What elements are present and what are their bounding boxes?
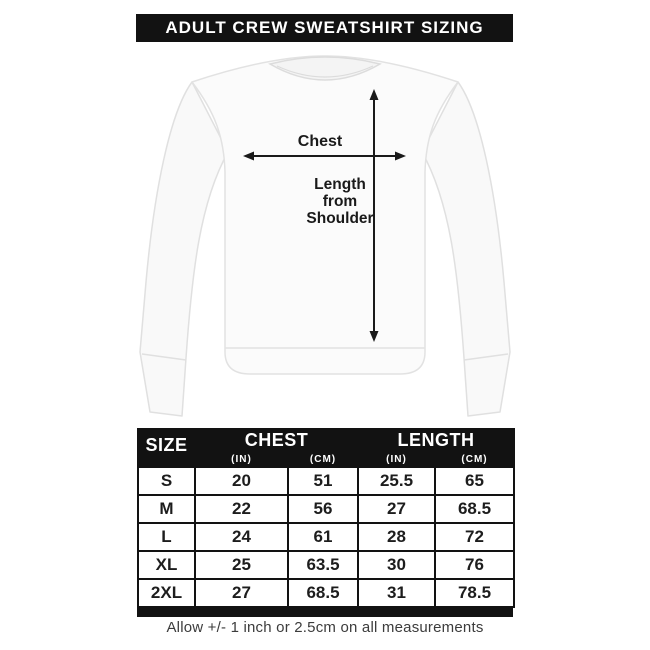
col-header-size: SIZE bbox=[138, 429, 195, 467]
tolerance-note: Allow +/- 1 inch or 2.5cm on all measurements bbox=[166, 619, 484, 636]
table-bottom-bar bbox=[137, 608, 513, 617]
size-table-container bbox=[137, 428, 513, 617]
chest-cm-cell: 56 bbox=[288, 495, 358, 523]
length-cm-cell: 78.5 bbox=[435, 579, 514, 607]
chest-in-cell: 22 bbox=[195, 495, 288, 523]
size-cell: 2XL bbox=[138, 579, 195, 607]
length-in-cell: 28 bbox=[358, 523, 435, 551]
size-table bbox=[137, 428, 515, 608]
size-cell: L bbox=[138, 523, 195, 551]
table-row bbox=[138, 467, 514, 495]
table-row bbox=[138, 579, 514, 607]
size-cell: XL bbox=[138, 551, 195, 579]
chest-in-cell: 20 bbox=[195, 467, 288, 495]
length-in-cell: 27 bbox=[358, 495, 435, 523]
unit-chest-in: (IN) bbox=[195, 452, 288, 467]
size-cell: S bbox=[138, 467, 195, 495]
length-from-shoulder-label: Length from Shoulder bbox=[306, 176, 374, 227]
sweatshirt-illustration bbox=[130, 52, 520, 420]
chest-cm-cell: 51 bbox=[288, 467, 358, 495]
table-header-row bbox=[138, 429, 514, 452]
unit-length-cm: (CM) bbox=[435, 452, 514, 467]
chest-in-cell: 24 bbox=[195, 523, 288, 551]
length-cm-cell: 65 bbox=[435, 467, 514, 495]
unit-chest-cm: (CM) bbox=[288, 452, 358, 467]
length-in-cell: 30 bbox=[358, 551, 435, 579]
length-cm-cell: 76 bbox=[435, 551, 514, 579]
length-in-cell: 25.5 bbox=[358, 467, 435, 495]
col-header-length: LENGTH bbox=[358, 429, 514, 452]
title-bar bbox=[136, 14, 513, 42]
unit-length-in: (IN) bbox=[358, 452, 435, 467]
size-cell: M bbox=[138, 495, 195, 523]
table-units-row bbox=[138, 452, 514, 467]
table-row bbox=[138, 523, 514, 551]
table-row bbox=[138, 551, 514, 579]
chest-in-cell: 27 bbox=[195, 579, 288, 607]
sweatshirt-left-sleeve bbox=[140, 82, 228, 416]
sweatshirt-right-sleeve bbox=[422, 82, 510, 416]
length-cm-cell: 68.5 bbox=[435, 495, 514, 523]
chest-cm-cell: 68.5 bbox=[288, 579, 358, 607]
table-row bbox=[138, 495, 514, 523]
chest-cm-cell: 63.5 bbox=[288, 551, 358, 579]
col-header-chest: CHEST bbox=[195, 429, 358, 452]
length-cm-cell: 72 bbox=[435, 523, 514, 551]
chest-in-cell: 25 bbox=[195, 551, 288, 579]
length-in-cell: 31 bbox=[358, 579, 435, 607]
page-title: ADULT CREW SWEATSHIRT SIZING bbox=[165, 18, 484, 37]
chest-label: Chest bbox=[297, 133, 343, 150]
chest-cm-cell: 61 bbox=[288, 523, 358, 551]
